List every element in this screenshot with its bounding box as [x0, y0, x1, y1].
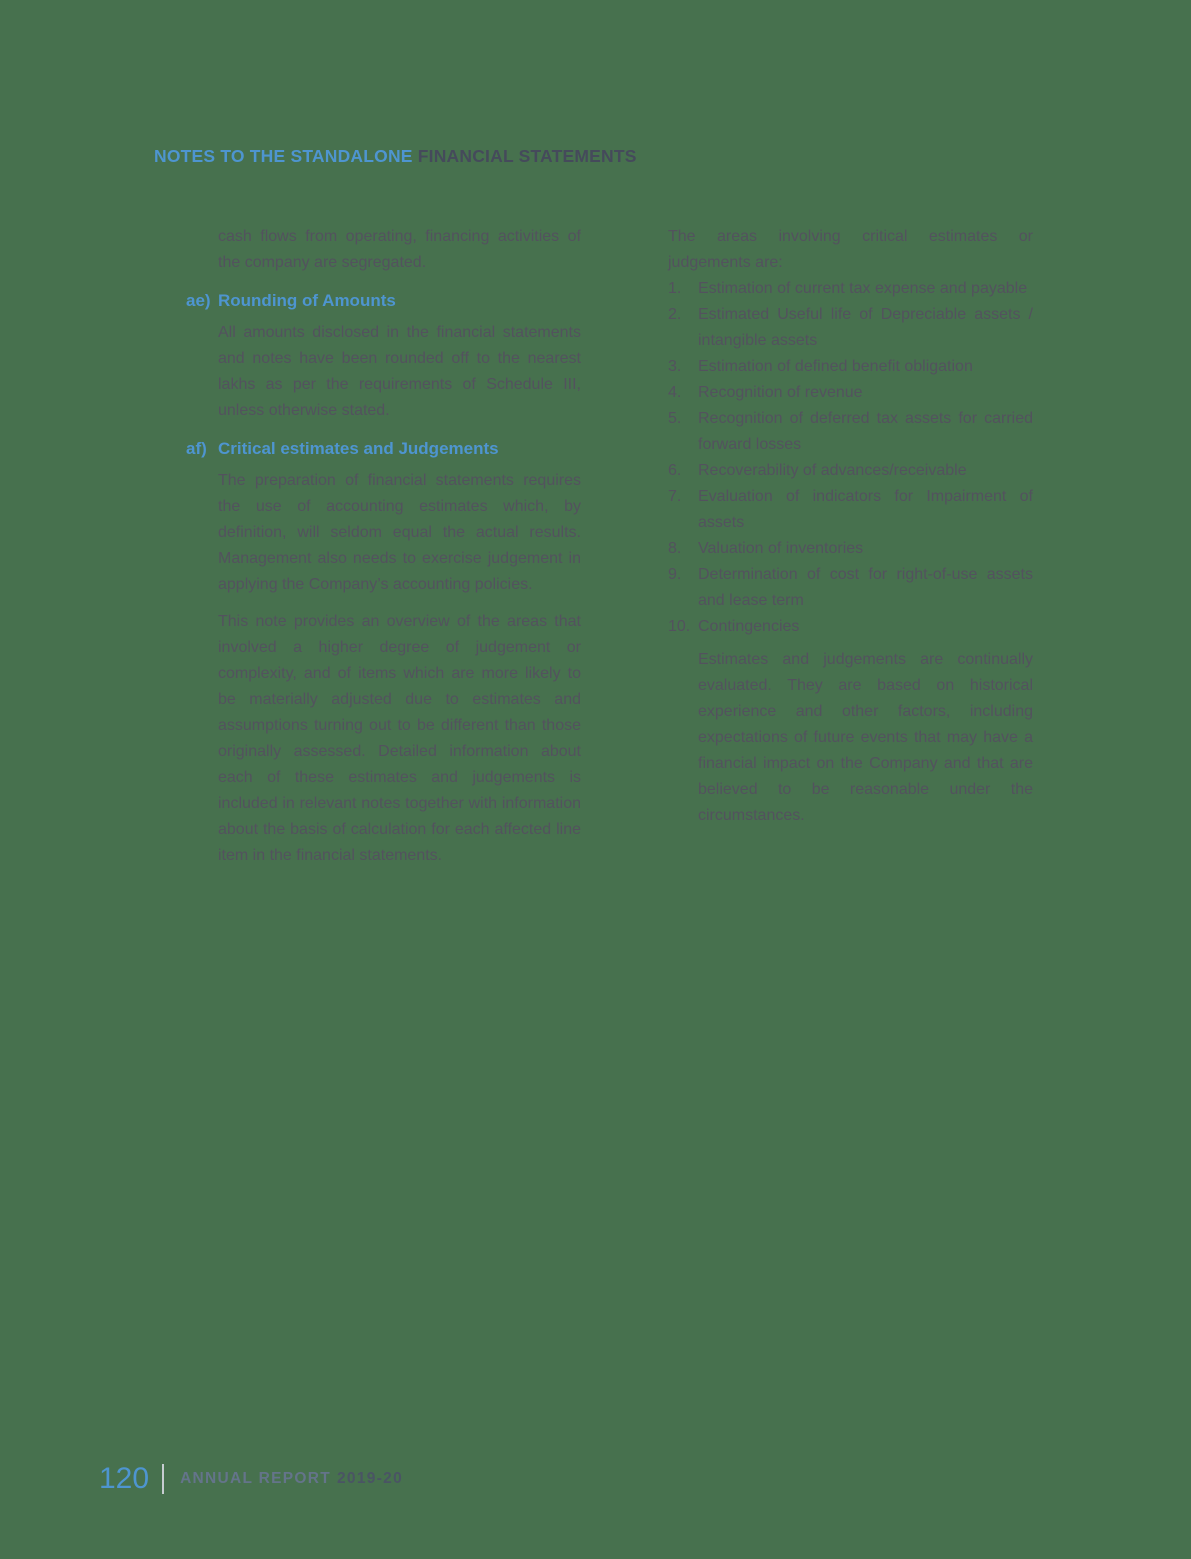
list-item-text: Recognition of deferred tax assets for carried forward losses: [698, 410, 1033, 453]
list-item-number: 10.: [668, 618, 691, 635]
list-item-text: Evaluation of indicators for Impairment of assets: [698, 488, 1033, 531]
page-title-accent: NOTES TO THE STANDALONE: [154, 146, 413, 166]
right-closing-paragraph: Estimates and judgements are continually evaluated. They are based on historical experience and other factors, including expectations of future events that may have a financial impact on the Company and that are believed to be reasonable under the circumstances.: [698, 651, 1033, 824]
section-ae-body: All amounts disclosed in the financial statements and notes have been rounded off to the nearest lakhs as per the requirements of Schedule III, unless otherwise stated.: [218, 324, 581, 419]
list-item-text: Estimated Useful life of Depreciable assets / intangible assets: [698, 306, 1033, 349]
footer-separator: [162, 1464, 164, 1494]
list-item: [668, 302, 1033, 354]
section-af-paragraph-2: This note provides an overview of the areas that involved a higher degree of judgement or complexity, and of items which are more likely to be materially adjusted due to estimates and assumptions turning out to be different than those originally assessed. Detailed information about each of these estimates and judgements is included in relevant notes together with information about the basis of calculation for each affected line item in the financial statements.: [218, 613, 581, 864]
list-item-number: 9.: [668, 566, 682, 583]
section-heading-af: [186, 436, 581, 462]
page-number: 120: [99, 1462, 150, 1495]
right-column: [668, 224, 1033, 829]
list-item: [668, 380, 1033, 406]
list-item: [668, 458, 1033, 484]
report-year: 2019-20: [337, 1470, 403, 1487]
section-heading-ae: [186, 288, 581, 314]
section-label-af: af): [186, 439, 207, 458]
list-item: [668, 484, 1033, 536]
list-item-text: Recoverability of advances/receivable: [698, 462, 967, 479]
list-item: [668, 406, 1033, 458]
list-item: [668, 276, 1033, 302]
list-item-number: 4.: [668, 384, 682, 401]
list-item: [668, 614, 1033, 640]
list-item-number: 8.: [668, 540, 682, 557]
list-item: [668, 536, 1033, 562]
list-item: [668, 562, 1033, 614]
list-item-text: Valuation of inventories: [698, 540, 864, 557]
list-item-text: Contingencies: [698, 618, 800, 635]
right-intro-paragraph: The areas involving critical estimates or judgements are:: [668, 228, 1033, 271]
list-item-number: 1.: [668, 280, 682, 297]
list-item-text: Determination of cost for right-of-use assets and lease term: [698, 566, 1033, 609]
page-footer: [99, 1461, 403, 1497]
page-title: [154, 146, 637, 167]
report-label: ANNUAL REPORT: [180, 1470, 332, 1487]
list-item-text: Recognition of revenue: [698, 384, 863, 401]
critical-estimates-list: [668, 276, 1033, 640]
list-item-text: Estimation of defined benefit obligation: [698, 358, 973, 375]
left-column: [186, 224, 581, 869]
list-item-text: Estimation of current tax expense and payable: [698, 280, 1028, 297]
list-item-number: 7.: [668, 488, 682, 505]
section-label-ae: ae): [186, 291, 211, 310]
list-item-number: 2.: [668, 306, 682, 323]
page-title-dark: FINANCIAL STATEMENTS: [417, 146, 637, 166]
left-intro-paragraph: cash flows from operating, financing activities of the company are segregated.: [218, 228, 581, 271]
list-item-number: 5.: [668, 410, 682, 427]
section-title-af: Critical estimates and Judgements: [218, 439, 499, 458]
list-item-number: 3.: [668, 358, 682, 375]
list-item: [668, 354, 1033, 380]
section-title-ae: Rounding of Amounts: [218, 291, 396, 310]
list-item-number: 6.: [668, 462, 682, 479]
section-af-paragraph-1: The preparation of financial statements requires the use of accounting estimates which, by definition, will seldom equal the actual results. Management also needs to exercise judgement in applying the Company’s accounting policies.: [218, 472, 581, 593]
